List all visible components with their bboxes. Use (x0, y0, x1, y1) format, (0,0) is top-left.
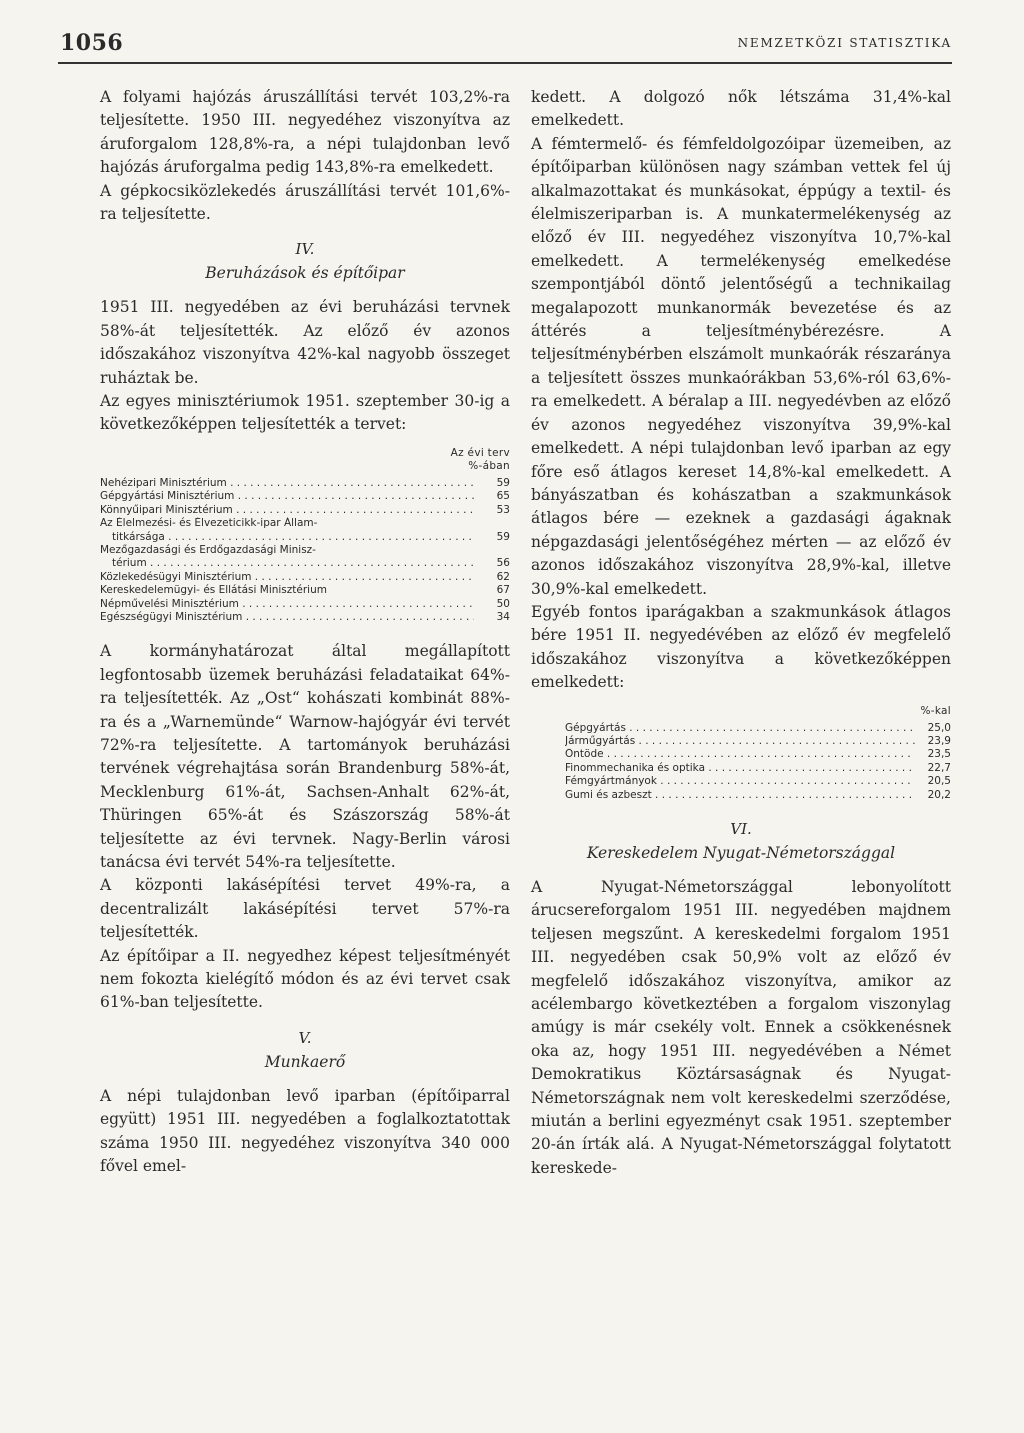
table-row (100, 584, 510, 597)
row-label: Járműgyártás . . . (565, 735, 915, 748)
table-row (565, 789, 951, 802)
table-row (100, 571, 510, 584)
page-number: 1056 (60, 30, 124, 56)
table-header-line: %-ában (468, 459, 510, 472)
header-rule (58, 62, 952, 64)
paragraph: A népi tulajdonban levő iparban (építőiparral együtt) 1951 III. negyedében a foglalkoztatottak száma 1950 III. negyedéhez viszonyítva 340 000 fővel emel- (100, 1086, 510, 1176)
row-label: térium . . . (100, 557, 474, 570)
left-column (100, 86, 510, 1178)
table-row (100, 611, 510, 624)
table-row (100, 504, 510, 517)
table-row (565, 775, 951, 788)
row-value: 25,0 (927, 721, 951, 734)
row-value: 34 (496, 610, 510, 623)
page-header (60, 30, 952, 64)
row-value: 50 (496, 597, 510, 610)
table-header (100, 447, 510, 473)
row-value: 22,7 (927, 761, 951, 774)
row-label: Fémgyártmányok . . . (565, 775, 915, 788)
table-row (565, 735, 951, 748)
table-row (100, 598, 510, 611)
paragraph: A gépkocsiközlekedés áruszállítási tervét 101,6%-ra teljesítette. (100, 181, 510, 224)
paragraph: A Nyugat-Németországgal lebonyolított árucsereforgalom 1951 III. negyedében majdnem teljesen megszűnt. A kereskedelmi forgalom 1951 III. negyedében csak 50,9% volt az előző év megfelelő időszakához viszonyítva, amikor az acélembargo következtében a forgalom viszonylag amúgy is már csekély volt. Ennek a csökkenésnek oka az, hogy 1951 III. negyedévében a Német Demokratikus Köztársaságnak és Nyugat-Németországnak nem volt kereskedelmi szerződése, miután a berlini egyezményt csak 1951. szeptember 20-án írták alá. A Nyugat-Németországgal folytatott kereskede- (531, 878, 951, 1177)
row-value: 67 (496, 584, 510, 597)
row-label: Közlekedésügyi Minisztérium . . . (100, 571, 474, 584)
paragraph: A központi lakásépítési tervet 49%-ra, a decentralizált lakásépítési tervet 57%-ra teljesítették. (100, 876, 510, 942)
row-value: 53 (496, 503, 510, 516)
row-label: Öntöde . . . (565, 748, 915, 761)
row-label: Gumi és azbeszt . . . (565, 789, 915, 802)
row-value (474, 517, 510, 530)
table-row (100, 477, 510, 490)
table-row (100, 531, 510, 544)
table-row (565, 722, 951, 735)
paragraph: A kormányhatározat által megállapított legfontosabb üzemek beruházási feladataikat 64%-ra teljesítették. Az „Ost“ kohászati kombinát 88%-ra és a „Warnemünde“ Warnow-hajógyár évi tervét 72%-ra teljesítette. A tartományok beruházási tervének végrehajtása során Brandenburg 58%-át, Mecklenburg 61%-át, Sachsen-Anhalt 62%-át, Thüringen 65%-át és Szászország 58%-át teljesítette az évi tervnek. Nagy-Berlin városi tanácsa évi tervét 54%-ra teljesítette. (100, 642, 510, 871)
row-value: 59 (496, 530, 510, 543)
running-head: NEMZETKÖZI STATISZTIKA (737, 36, 952, 50)
ministry-table (100, 447, 510, 624)
row-label: Kereskedelemügyi- és Ellátási Minisztérium (100, 584, 327, 597)
row-value: 23,9 (927, 734, 951, 747)
paragraph: Az építőipar a II. negyedhez képest teljesítményét nem fokozta kielégítő módon és az évi tervet csak 61%-ban teljesítette. (100, 946, 510, 1012)
row-label: Gépgyártás . . . (565, 722, 915, 735)
row-value: 20,5 (927, 775, 951, 788)
section-title: Kereskedelem Nyugat-Németországgal (586, 844, 896, 862)
row-label: Az Élelmezési- és Élvezeticikk-ipar Állam- (100, 517, 318, 530)
table-row (565, 748, 951, 761)
section-number: IV. (295, 240, 315, 259)
row-label: Gépgyártási Minisztérium . . . (100, 490, 474, 503)
wage-table (531, 705, 951, 802)
section-title: Beruházások és építőipar (205, 264, 405, 283)
section-number: VI. (730, 820, 752, 838)
row-value: 65 (496, 490, 510, 503)
table-row (565, 762, 951, 775)
row-label: titkársága . . . (100, 531, 474, 544)
paragraph: 1951 III. negyedében az évi beruházási tervnek 58%-át teljesítették. Az előző év azonos időszakához viszonyítva 42%-kal nagyobb összeget ruháztak be. (100, 298, 510, 387)
table-header: %-kal (920, 704, 951, 717)
table-row (100, 517, 510, 530)
table-row (100, 544, 510, 557)
paragraph: Egyéb fontos iparágakban a szakmunkások átlagos bére 1951 II. negyedévében az előző év megfelelő időszakához viszonyítva a következőképpen emelkedett: (531, 602, 951, 692)
row-label: Egészségügyi Minisztérium . . . (100, 611, 474, 624)
table-row (100, 490, 510, 503)
row-value: 59 (496, 476, 510, 489)
section-title: Munkaerő (264, 1052, 346, 1071)
row-value: 20,2 (927, 788, 951, 801)
table-row (100, 557, 510, 570)
row-value: 23,5 (927, 748, 951, 761)
paragraph: kedett. A dolgozó nők létszáma 31,4%-kal emelkedett. (531, 88, 951, 130)
row-value: 62 (496, 570, 510, 583)
row-value: 56 (496, 557, 510, 570)
row-label: Finommechanika és optika . . . (565, 762, 915, 775)
row-label: Mezőgazdasági és Erdőgazdasági Minisz- (100, 543, 316, 556)
section-number: V. (298, 1028, 312, 1047)
row-value (474, 544, 510, 557)
paragraph: Az egyes minisztériumok 1951. szeptember 30-ig a következőképpen teljesítették a tervet: (100, 392, 510, 434)
table-header-line: Az évi terv (450, 446, 510, 459)
row-label: Könnyűipari Minisztérium . . . (100, 504, 474, 517)
row-label: Nehézipari Minisztérium . . . (100, 477, 474, 490)
paragraph: A fémtermelő- és fémfeldolgozóipar üzemeiben, az építőiparban különösen nagy számban vettek fel új alkalmazottakat és munkásokat, éppúgy a textil- és élelmiszeriparban is. A munkatermelékenység az előző év III. negyedéhez viszonyítva 10,7%-kal emelkedett. A termelékenység emelkedése szempontjából döntő jelentőségű a technikailag megalapozott munkanormák bevezetése és az áttérés a teljesítménybérezésre. A teljesítménybérben elszámolt munkaórák részaránya a teljesített összes munkaórákban 53,6%-ról 63,6%-ra emelkedett. A béralap a III. negyedévben az előző év azonos negyedéhez viszonyítva 39,9%-kal emelkedett. A népi tulajdonban levő iparban az egy főre eső átlagos kereset 14,8%-kal emelkedett. A bányászatban és kohászatban a szakmunkások átlagos bére — ezeknek a gazdasági ágaknak népgazdasági jelentőségéhez mérten — az előző év azonos időszakához viszonyítva 28,9%-kal, illetve 30,9%-kal emelkedett. (531, 134, 951, 598)
paragraph: A folyami hajózás áruszállítási tervét 103,2%-ra teljesítette. 1950 III. negyedéhez viszonyítva az áruforgalom 128,8%-ra, a népi tulajdonban levő hajózás áruforgalma pedig 143,8%-ra emelkedett. (100, 88, 510, 177)
row-label: Népművelési Minisztérium . . . (100, 598, 474, 611)
right-column (531, 86, 951, 1180)
